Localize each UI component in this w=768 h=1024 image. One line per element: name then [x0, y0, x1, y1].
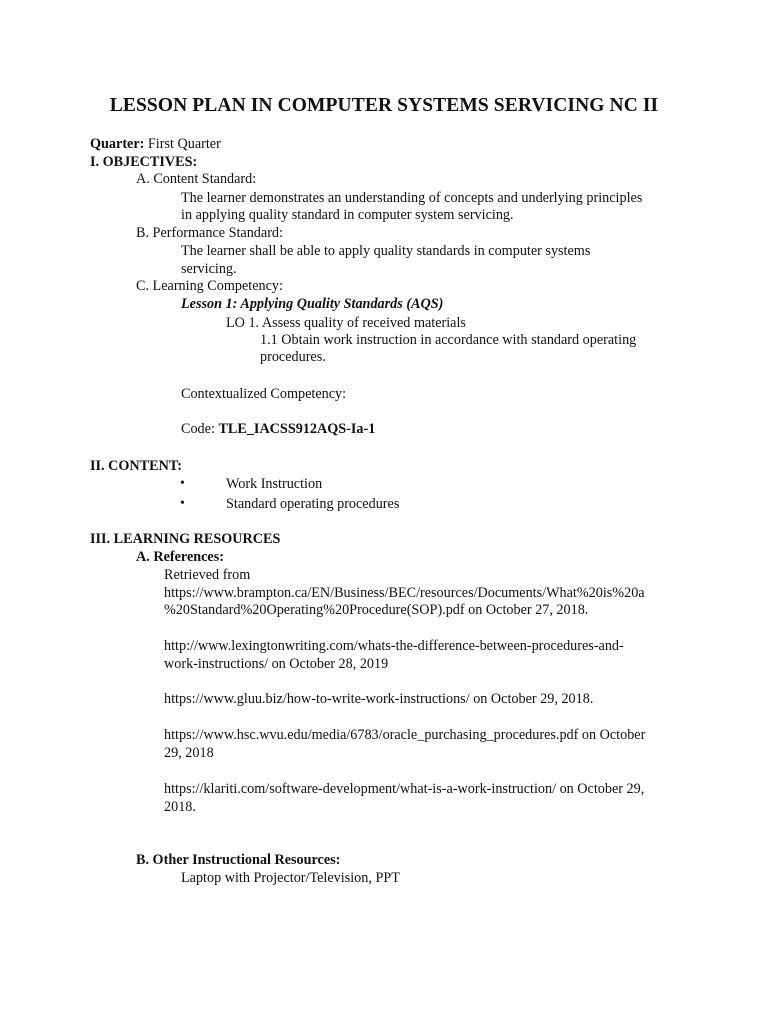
quarter-value: First Quarter: [147, 136, 221, 152]
objectives-heading: I. OBJECTIVES:: [90, 154, 198, 170]
reference-line: https://www.gluu.biz/how-to-write-work-instructions/ on October 29, 2018.: [164, 691, 594, 707]
performance-standard-line: The learner shall be able to apply quality standards in computer systems: [181, 243, 591, 259]
learning-competency-label: C. Learning Competency:: [136, 278, 283, 294]
code-label: Code:: [181, 421, 215, 437]
code-value: TLE_IACSS912AQS-Ia-1: [218, 421, 376, 437]
reference-line: https://klariti.com/software-development/what-is-a-work-instruction/ on October 29,: [164, 781, 645, 797]
content-standard-line: The learner demonstrates an understanding of concepts and underlying principles: [181, 190, 643, 206]
content-item: Standard operating procedures: [226, 496, 400, 512]
reference-line: 29, 2018: [164, 745, 214, 761]
competency-sub-line: procedures.: [260, 349, 326, 365]
reference-line: https://www.brampton.ca/EN/Business/BEC/resources/Documents/What%20is%20a: [164, 585, 645, 601]
quarter-line: [90, 135, 221, 153]
content-standard-label: A. Content Standard:: [136, 171, 257, 187]
reference-line: http://www.lexingtonwriting.com/whats-the-difference-between-procedures-and-: [164, 638, 624, 654]
content-heading: II. CONTENT:: [90, 458, 182, 474]
reference-line: work-instructions/ on October 28, 2019: [164, 656, 389, 672]
lesson-title: Lesson 1: Applying Quality Standards (AQS): [181, 296, 444, 312]
reference-line: Retrieved from: [164, 567, 251, 583]
bullet-icon: •: [180, 476, 185, 491]
content-item: Work Instruction: [226, 476, 323, 492]
quarter-label: Quarter:: [90, 136, 145, 152]
reference-line: https://www.hsc.wvu.edu/media/6783/oracle_purchasing_procedures.pdf on October: [164, 727, 646, 743]
bullet-icon: •: [180, 496, 185, 511]
performance-standard-label: B. Performance Standard:: [136, 225, 283, 241]
learning-resources-heading: III. LEARNING RESOURCES: [90, 531, 281, 547]
competency-sub-line: 1.1 Obtain work instruction in accordance with standard operating: [260, 332, 637, 348]
contextualized-competency: Contextualized Competency:: [181, 386, 347, 402]
references-label: A. References:: [136, 549, 224, 565]
other-resources-value: Laptop with Projector/Television, PPT: [181, 870, 400, 886]
reference-line: 2018.: [164, 799, 196, 815]
performance-standard-line: servicing.: [181, 261, 237, 277]
page-title: LESSON PLAN IN COMPUTER SYSTEMS SERVICING NC II: [109, 95, 659, 116]
content-standard-line: in applying quality standard in computer system servicing.: [181, 207, 514, 223]
reference-line: %20Standard%20Operating%20Procedure(SOP).pdf on October 27, 2018.: [164, 602, 589, 618]
learning-outcome: LO 1. Assess quality of received materials: [226, 315, 466, 331]
competency-code-line: [181, 420, 375, 438]
other-resources-label: B. Other Instructional Resources:: [136, 852, 341, 868]
